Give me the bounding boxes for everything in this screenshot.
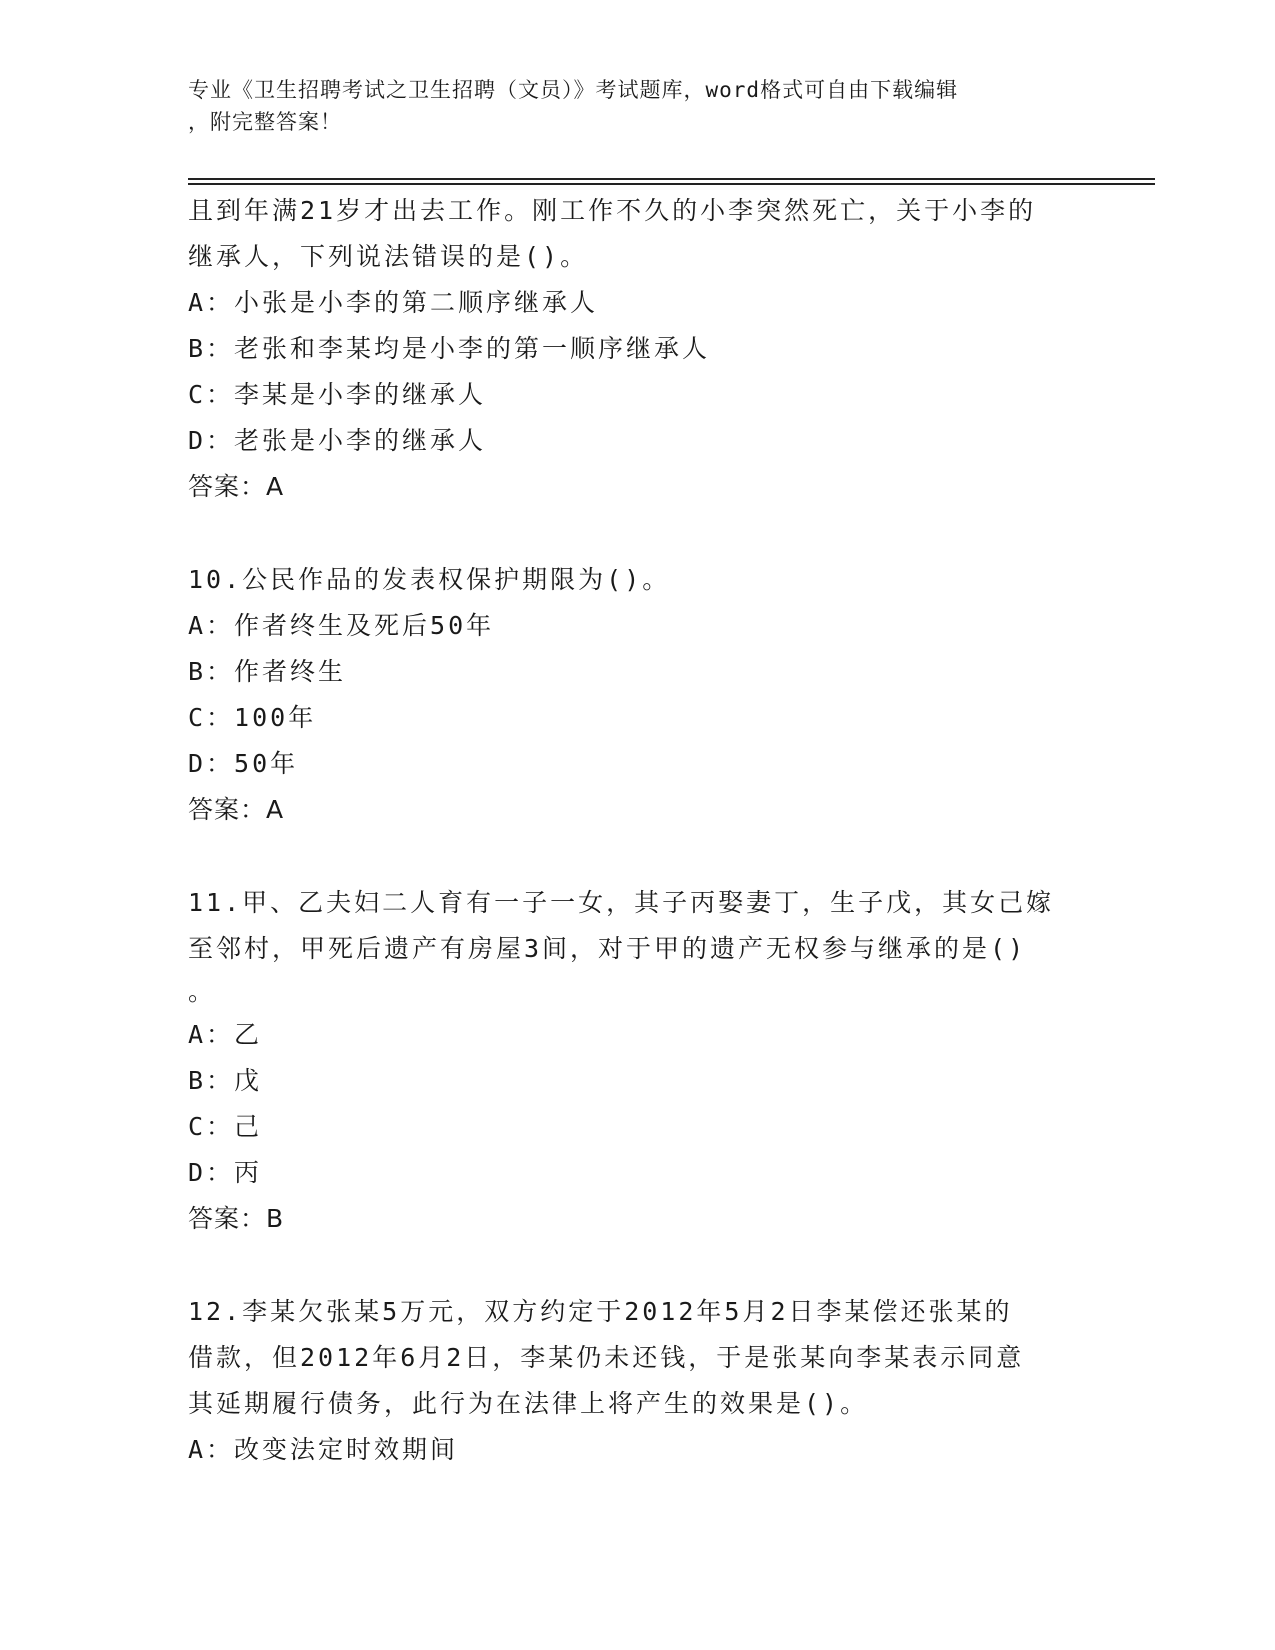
answer-line: 答案：B: [188, 1204, 285, 1233]
question-stem-line: 11.甲、乙夫妇二人育有一子一女，其子丙娶妻丁，生子戊，其女己嫁: [188, 888, 1055, 917]
question-10: [188, 557, 1088, 833]
answer-line: 答案：A: [188, 795, 285, 824]
option-d: D：老张是小李的继承人: [188, 426, 487, 455]
option-b: B：戊: [188, 1066, 263, 1095]
question-11: [188, 880, 1088, 1242]
question-spacer: [188, 833, 1088, 880]
option-d: D：丙: [188, 1158, 263, 1187]
question-stem-line: 12.李某欠张某5万元，双方约定于2012年5月2日李某偿还张某的: [188, 1297, 1013, 1326]
option-c: C：李某是小李的继承人: [188, 380, 487, 409]
answer-line: 答案：A: [188, 472, 285, 501]
header-divider-top: [188, 178, 1155, 180]
question-stem-line: 其延期履行债务，此行为在法律上将产生的效果是()。: [188, 1389, 869, 1418]
question-spacer: [188, 510, 1088, 557]
question-12: [188, 1289, 1088, 1473]
option-b: B：老张和李某均是小李的第一顺序继承人: [188, 334, 711, 363]
question-stem-line: 。: [188, 977, 217, 1006]
header-line-2: ，附完整答案！: [188, 110, 342, 134]
option-a: A：乙: [188, 1020, 263, 1049]
option-c: C：100年: [188, 703, 317, 732]
header-divider-bottom: [188, 183, 1155, 185]
option-a: A：作者终生及死后50年: [188, 611, 495, 640]
option-c: C：己: [188, 1112, 263, 1141]
question-stem-line: 至邻村，甲死后遗产有房屋3间，对于甲的遗产无权参与继承的是(): [188, 934, 1027, 963]
document-header: [188, 74, 1068, 138]
option-d: D：50年: [188, 749, 299, 778]
question-9: [188, 188, 1088, 510]
question-spacer: [188, 1242, 1088, 1289]
option-b: B：作者终生: [188, 657, 347, 686]
option-a: A：改变法定时效期间: [188, 1435, 459, 1464]
question-stem-line: 10.公民作品的发表权保护期限为()。: [188, 565, 671, 594]
question-stem-line: 借款，但2012年6月2日，李某仍未还钱，于是张某向李某表示同意: [188, 1343, 1025, 1372]
question-stem-line: 继承人，下列说法错误的是()。: [188, 242, 589, 271]
question-stem-line: 且到年满21岁才出去工作。刚工作不久的小李突然死亡，关于小李的: [188, 196, 1037, 225]
header-line-1: 专业《卫生招聘考试之卫生招聘（文员）》考试题库，word格式可自由下载编辑: [188, 78, 959, 102]
question-list: [188, 188, 1088, 1473]
option-a: A：小张是小李的第二顺序继承人: [188, 288, 599, 317]
